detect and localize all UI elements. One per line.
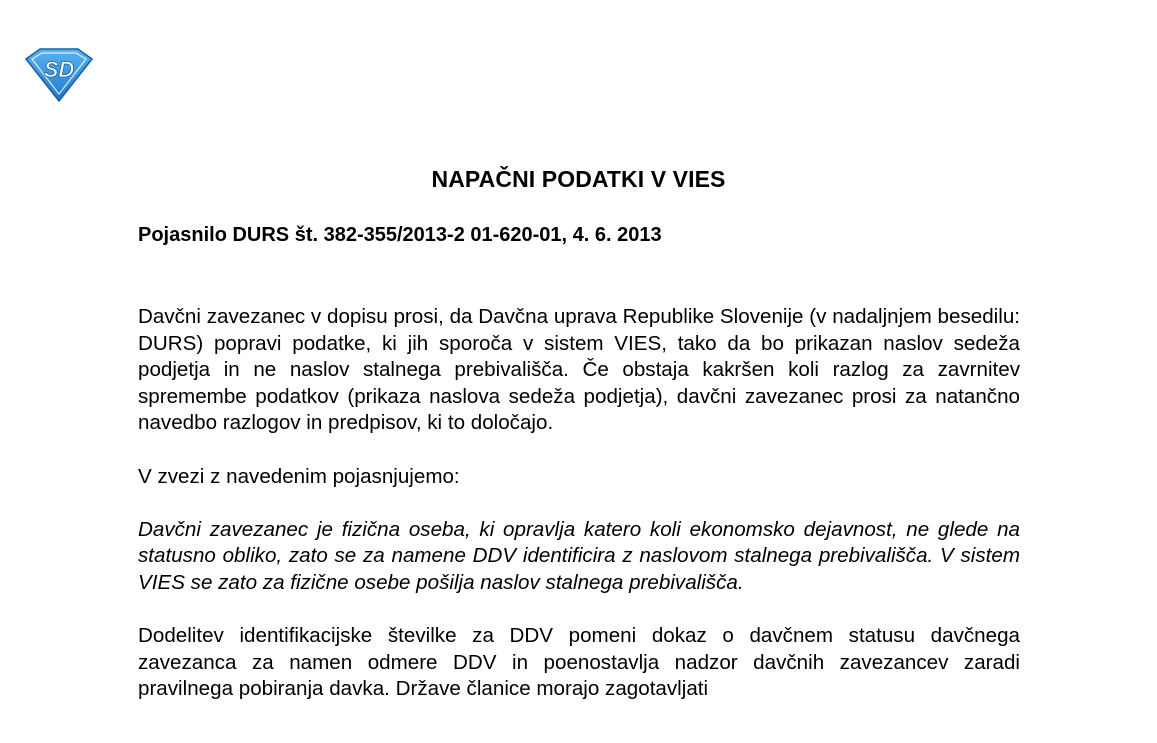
paragraph-request: Davčni zavezanec v dopisu prosi, da Davčna uprava Republike Slovenije (v nadaljnjem besedilu: DURS) popravi podatke, ki jih sporoča v sistem VIES, tako da bo prikazan naslov sedeža podjetja in ne naslov stalnega prebivališča. Če obstaja kakršen koli razlog za zavrnitev spremembe podatkov (prikaza naslova sedeža podjetja), davčni zavezanec prosi za natančno navedbo razlogov in predpisov, ki to določajo. [138,305,1020,435]
logo-text: SD [43,57,75,82]
paragraph-intro: V zvezi z navedenim pojasnjujemo: [138,464,460,488]
paragraph-vat-identification: Dodelitev identifikacijske številke za DDV pomeni dokaz o davčnem statusu davčnega zavezanca za namen odmere DDV in poenostavlja nadzor davčnih zavezancev zaradi pravilnega pobiranja davka. Države članice morajo zagotavljati [138,624,1020,701]
document-subtitle: Pojasnilo DURS št. 382-355/2013-2 01-620-01, 4. 6. 2013 [138,224,662,246]
document-title: NAPAČNI PODATKI V VIES [431,166,726,192]
paragraph-explanation: Davčni zavezanec je fizična oseba, ki opravlja katero koli ekonomsko dejavnost, ne glede na statusno obliko, zato se za namene DDV identificira z naslovom stalnega prebivališča. V sistem VIES se zato za fizične osebe pošilja naslov stalnega prebivališča. [138,517,1020,594]
durs-logo-icon [22,47,96,103]
document-body [138,304,1020,730]
